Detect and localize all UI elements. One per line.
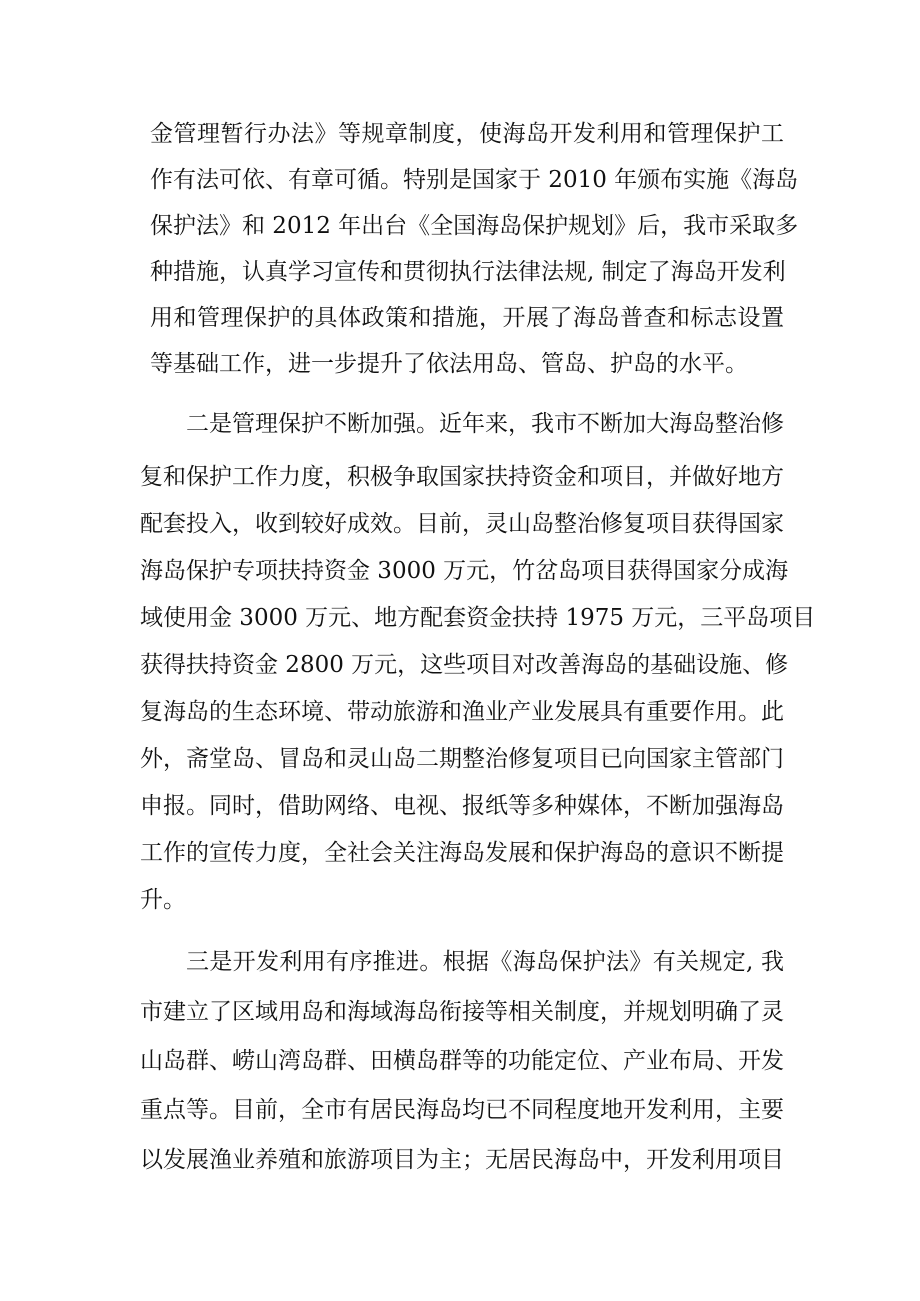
text-line: 等基础工作，进一步提升了依法用岛、管岛、护岛的水平。 [150, 351, 748, 377]
text-line: 复和保护工作力度，积极争取国家扶持资金和项目，并做好地方 [140, 464, 784, 490]
text-line: 山岛群、崂山湾岛群、田横岛群等的功能定位、产业布局、开发 [140, 1048, 784, 1074]
text-line: 保护法》和 2012 年出台《全国海岛保护规划》后，我市采取多 [150, 213, 799, 239]
text-line: 用和管理保护的具体政策和措施，开展了海岛普查和标志设置 [150, 305, 784, 331]
text-line: 市建立了区域用岛和海域海岛衔接等相关制度，并规划明确了灵 [140, 999, 784, 1025]
text-line: 复海岛的生态环境、带动旅游和渔业产业发展具有重要作用。此 [140, 699, 784, 725]
text-line: 作有法可依、有章可循。特别是国家于 2010 年颁布实施《海岛 [150, 167, 799, 193]
text-line: 金管理暂行办法》等规章制度，使海岛开发利用和管理保护工 [150, 121, 784, 147]
text-line: 配套投入，收到较好成效。目前，灵山岛整治修复项目获得国家 [140, 511, 784, 537]
text-line: 升。 [140, 887, 186, 913]
text-line: 以发展渔业养殖和旅游项目为主；无居民海岛中，开发利用项目 [140, 1147, 784, 1173]
text-line: 二是管理保护不断加强。近年来，我市不断加大海岛整治修 [186, 411, 784, 437]
text-line: 海岛保护专项扶持资金 3000 万元，竹岔岛项目获得国家分成海 [140, 558, 789, 584]
text-line: 种措施，认真学习宣传和贯彻执行法律法规, 制定了海岛开发利 [150, 259, 786, 285]
text-line: 三是开发利用有序推进。根据《海岛保护法》有关规定, 我 [186, 949, 784, 975]
text-line: 申报。同时，借助网络、电视、报纸等多种媒体，不断加强海岛 [140, 793, 784, 819]
text-line: 重点等。目前，全市有居民海岛均已不同程度地开发利用，主要 [140, 1097, 784, 1123]
text-line: 获得扶持资金 2800 万元，这些项目对改善海岛的基础设施、修 [140, 652, 789, 678]
text-line: 域使用金 3000 万元、地方配套资金扶持 1975 万元，三平岛项目 [140, 605, 816, 631]
text-line: 工作的宣传力度，全社会关注海岛发展和保护海岛的意识不断提 [140, 840, 784, 866]
text-line: 外，斋堂岛、冒岛和灵山岛二期整治修复项目已向国家主管部门 [140, 746, 784, 772]
